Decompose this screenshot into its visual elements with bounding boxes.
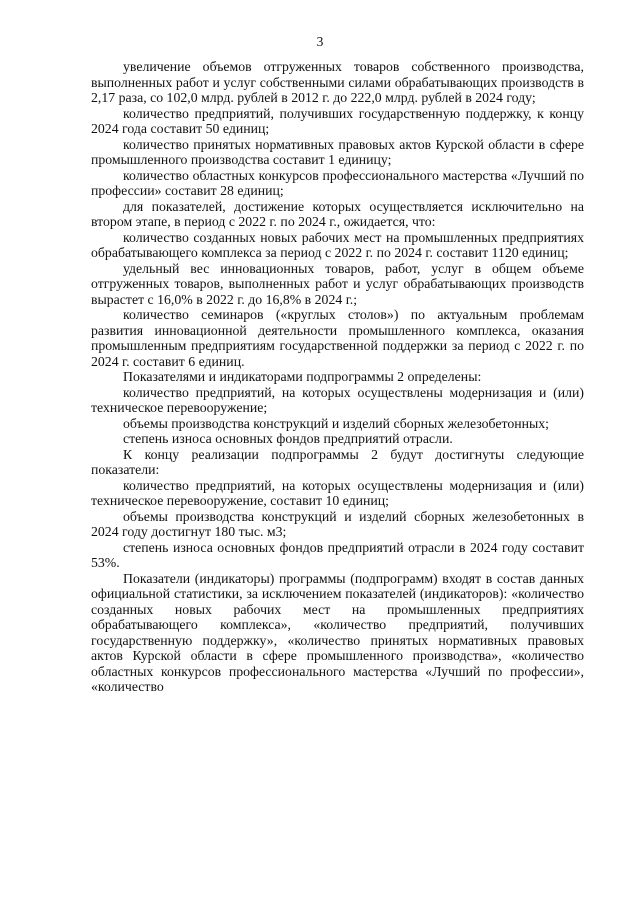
page-number: 3 <box>316 34 324 49</box>
paragraph-16: степень износа основных фондов предприятий отрасли в 2024 году составит 53%. <box>91 539 584 570</box>
paragraph-12: степень износа основных фондов предприятий отрасли. <box>123 431 453 446</box>
paragraph-14: количество предприятий, на которых осуществлены модернизация и (или) техническое перевооружение, составит 10 единиц; <box>91 477 584 508</box>
paragraph-11: объемы производства конструкций и изделий сборных железобетонных; <box>123 415 549 431</box>
paragraph-13: К концу реализации подпрограммы 2 будут достигнуты следующие показатели: <box>91 446 584 477</box>
paragraph-17: Показатели (индикаторы) программы (подпрограмм) входят в состав данных официальной статистики, за исключением показателей (индикаторов): «количество созданных новых рабочих мест на промышленных предприятиях обрабатывающего комплекса», «количество предприятий, получивших государственную поддержку», «количество принятых нормативных правовых актов Курской области в сфере промышленного производства», «количество областных конкурсов профессионального мастерства «Лучший по профессии», «количество <box>91 570 584 694</box>
paragraph-2: количество предприятий, получивших государственную поддержку, к концу 2024 года составит 50 единиц; <box>91 105 584 136</box>
paragraph-5: для показателей, достижение которых осуществляется исключительно на втором этапе, в период с 2022 г. по 2024 г., ожидается, что: <box>91 198 584 229</box>
paragraph-1: увеличение объемов отгруженных товаров собственного производства, выполненных работ и услуг собственными силами обрабатывающих производств в 2,17 раза, со 102,0 млрд. рублей в 2012 г. до 222,0 млрд. рублей в 2024 году; <box>91 59 584 105</box>
paragraph-6: количество созданных новых рабочих мест на промышленных предприятиях обрабатывающего комплекса за период с 2022 г. по 2024 г. составит 1120 единиц; <box>91 229 584 260</box>
paragraph-3: количество принятых нормативных правовых актов Курской области в сфере промышленного производства составит 1 единицу; <box>91 136 584 167</box>
paragraph-8: количество семинаров («круглых столов») по актуальным проблемам развития инновационной деятельности промышленного комплекса, оказания промышленным предприятиям государственной поддержки за период с 2022 г. по 2024 г. составит 6 единиц. <box>91 307 584 369</box>
paragraph-10: количество предприятий, на которых осуществлены модернизация и (или) техническое перевооружение; <box>91 384 584 415</box>
paragraph-4: количество областных конкурсов профессионального мастерства «Лучший по профессии» составит 28 единиц; <box>91 167 584 198</box>
document-body <box>91 59 584 695</box>
paragraph-7: удельный вес инновационных товаров, работ, услуг в общем объеме отгруженных товаров, выполненных работ и услуг обрабатывающих производств вырастет с 16,0% в 2022 г. до 16,8% в 2024 г.; <box>91 260 584 307</box>
paragraph-15: объемы производства конструкций и изделий сборных железобетонных в 2024 году достигнут 180 тыс. м3; <box>91 508 584 539</box>
paragraph-9: Показателями и индикаторами подпрограммы 2 определены: <box>123 369 482 384</box>
